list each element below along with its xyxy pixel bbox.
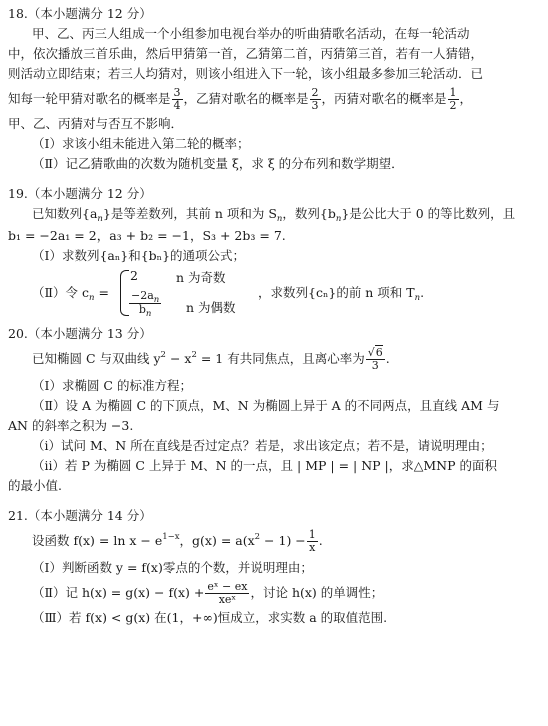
q19-text-line1 bbox=[8, 204, 534, 226]
q18-part-i: （Ⅰ）求该小组未能进入第二轮的概率； bbox=[32, 136, 250, 151]
q18-text-line4 bbox=[8, 84, 534, 114]
q19-ii-b: = bbox=[94, 285, 109, 300]
q21-part-ii bbox=[8, 578, 534, 608]
prob-jia-fraction bbox=[172, 87, 183, 112]
q21-ii-a: （Ⅱ）记 h(x) = g(x) − f(x) + bbox=[32, 585, 205, 600]
q21-header: 21.（本小题满分 14 分） bbox=[8, 508, 152, 523]
case2-num bbox=[129, 290, 161, 304]
q20-sub-ii-line1: （ⅱ）若 P 为椭圆 C 上异于 M、N 的一点，且 | MP | = | NP |，求△MNP 的面积 bbox=[32, 458, 497, 473]
q18-header: 18.（本小题满分 12 分） bbox=[8, 6, 152, 21]
case2-num-sub: n bbox=[153, 295, 160, 305]
q21-exp: 1−x bbox=[162, 532, 180, 542]
q21-ii-fraction bbox=[205, 581, 249, 606]
q20-sub-i: （ⅰ）试问 M、N 所在直线是否过定点？若是，求出该定点；若不是，请说明理由； bbox=[32, 438, 493, 453]
q21-line1-c: − 1) − bbox=[260, 533, 306, 548]
q19-text-line2: b₁ = −2a₁ = 2，a₃ + b₂ = −1，S₃ + 2b₃ = 7. bbox=[8, 228, 286, 243]
prob-yi-den: 3 bbox=[311, 99, 319, 112]
q20-line1-a: 已知椭圆 C 与双曲线 y bbox=[32, 351, 161, 366]
q19-line1-b: }是等差数列，其前 n 项和为 S bbox=[102, 206, 277, 221]
q21-line1-d: . bbox=[318, 533, 323, 548]
q18-line4-c: ，丙猜对歌名的概率是 bbox=[321, 91, 447, 106]
ecc-den: 3 bbox=[371, 359, 379, 372]
q21-ii-num: eˣ − ex bbox=[207, 580, 248, 593]
q20-sub-ii-line2: 的最小值. bbox=[8, 478, 62, 493]
q19-ii-a: （Ⅱ）令 c bbox=[32, 285, 89, 300]
q20-line1-d: . bbox=[385, 351, 390, 366]
case2-den-sub: n bbox=[145, 309, 152, 319]
q19-sub-n2: n bbox=[276, 214, 283, 224]
q19-line1-d: }是公比大于 0 的等比数列，且 bbox=[341, 206, 516, 221]
case1-value: 2 bbox=[130, 268, 138, 283]
q18-text-line3: 则活动立即结束；若三人均猜对，则该小组进入下一轮，该小组最多参加三轮活动．已 bbox=[8, 66, 484, 81]
q20-part-ii-line1: （Ⅱ）设 A 为椭圆 C 的下顶点，M、N 为椭圆上异于 A 的不同两点，且直线 AM 与 bbox=[32, 398, 500, 413]
q21-frac-num: 1 bbox=[308, 528, 316, 541]
q20-line1-c: = 1 有共同焦点，且离心率为 bbox=[196, 351, 365, 366]
q21-line1-a: 设函数 f(x) = ln x − e bbox=[32, 533, 163, 548]
case2-frac bbox=[129, 290, 161, 317]
q19-sub-n3: n bbox=[335, 214, 342, 224]
q19-ii-c: ，求数列{cₙ}的前 n 项和 T bbox=[258, 285, 415, 300]
case2-condition: n 为偶数 bbox=[186, 300, 236, 315]
question-21 bbox=[8, 506, 534, 628]
case2-den-text: b bbox=[138, 303, 146, 316]
prob-yi-num: 2 bbox=[311, 86, 319, 99]
case2-num-text: −2a bbox=[131, 289, 154, 302]
q19-ii-lead bbox=[32, 283, 109, 301]
case1-condition: n 为奇数 bbox=[176, 270, 226, 285]
question-20 bbox=[8, 324, 534, 496]
q20-sup-2b: 2 bbox=[191, 350, 197, 360]
q21-ii-den: xeˣ bbox=[218, 593, 237, 606]
question-18 bbox=[8, 4, 534, 174]
q19-header: 19.（本小题满分 12 分） bbox=[8, 186, 152, 201]
q18-line4-d: ， bbox=[459, 91, 473, 106]
q19-line1-a: 已知数列{a bbox=[32, 206, 98, 221]
q19-sub-cn: n bbox=[88, 293, 95, 303]
prob-jia-num: 3 bbox=[173, 86, 181, 99]
eccentricity-fraction bbox=[366, 347, 385, 372]
prob-bing-fraction bbox=[448, 87, 459, 112]
q19-part-ii bbox=[8, 266, 534, 320]
q21-frac-den: x bbox=[309, 541, 316, 554]
q18-line4-a: 知每一轮甲猜对歌名的概率是 bbox=[8, 91, 171, 106]
q18-line4-b: ，乙猜对歌名的概率是 bbox=[183, 91, 309, 106]
q21-part-i: （Ⅰ）判断函数 y = f(x)零点的个数，并说明理由； bbox=[32, 560, 313, 575]
case2-fraction bbox=[128, 290, 162, 317]
q21-part-iii: （Ⅲ）若 f(x) < g(x) 在(1，+∞)恒成立，求实数 a 的取值范围. bbox=[32, 610, 388, 625]
q21-text-line1 bbox=[8, 526, 534, 558]
ecc-num-radicand: 6 bbox=[375, 346, 383, 359]
q18-text-line5: 甲、乙、丙猜对与否互不影响． bbox=[8, 116, 184, 131]
q19-ii-d: . bbox=[420, 285, 425, 300]
q20-part-ii-line2: AN 的斜率之积为 −3. bbox=[8, 418, 134, 433]
q19-sub-tn: n bbox=[414, 293, 421, 303]
prob-bing-den: 2 bbox=[449, 99, 457, 112]
ecc-num: √6 bbox=[367, 346, 383, 359]
question-19 bbox=[8, 184, 534, 320]
q19-line1-c: ，数列{b bbox=[282, 206, 336, 221]
q18-part-ii: （Ⅱ）记乙猜歌曲的次数为随机变量 ξ，求 ξ 的分布列和数学期望． bbox=[32, 156, 404, 171]
q21-sup-2: 2 bbox=[254, 532, 261, 542]
q20-sup-2a: 2 bbox=[160, 350, 166, 360]
q18-text-line1: 甲、乙、丙三人组成一个小组参加电视台举办的听曲猜歌名活动，在每一轮活动 bbox=[32, 26, 470, 41]
q21-line1-b: ，g(x) = a(x bbox=[179, 533, 255, 548]
q20-header: 20.（本小题满分 13 分） bbox=[8, 326, 152, 341]
q21-ii-b: ，讨论 h(x) 的单调性； bbox=[250, 585, 384, 600]
q19-sub-n1: n bbox=[97, 214, 103, 224]
q19-part-i: （Ⅰ）求数列{aₙ}和{bₙ}的通项公式； bbox=[32, 248, 246, 263]
q19-ii-tail bbox=[258, 283, 424, 301]
q20-text-line1 bbox=[8, 344, 534, 376]
case2-den bbox=[129, 304, 161, 317]
prob-jia-den: 4 bbox=[173, 99, 181, 112]
q18-text-line2: 中，依次播放三首乐曲，然后甲猜第一首，乙猜第二首，丙猜第三首，若有一人猜错， bbox=[8, 46, 484, 61]
q21-one-over-x bbox=[307, 529, 318, 554]
prob-bing-num: 1 bbox=[449, 86, 457, 99]
prob-yi-fraction bbox=[310, 87, 321, 112]
q20-line1-b: − x bbox=[165, 351, 192, 366]
q20-part-i: （Ⅰ）求椭圆 C 的标准方程； bbox=[32, 378, 192, 393]
